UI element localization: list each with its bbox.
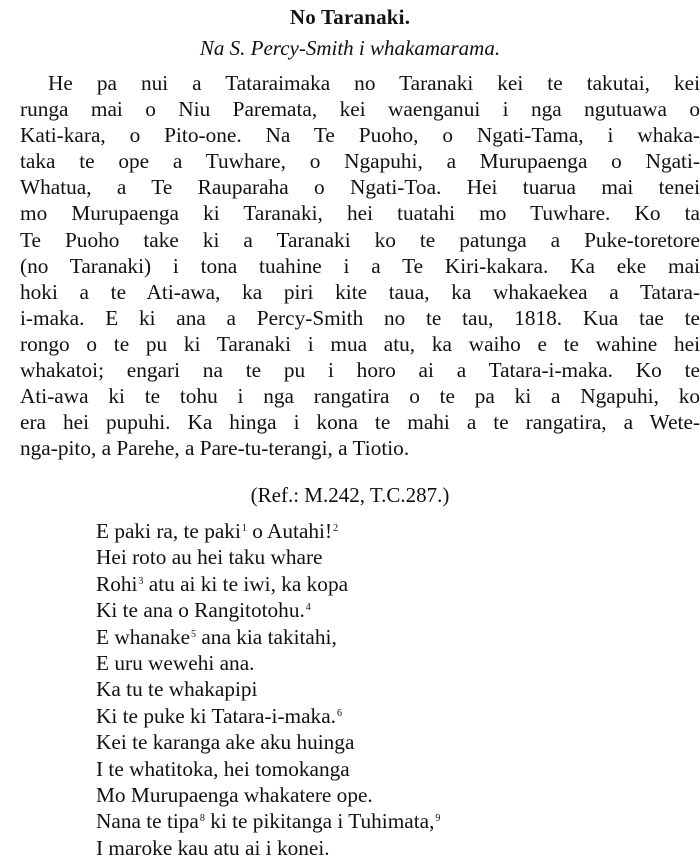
paragraph-line: Whatua, a Te Rauparaha o Ngati-Toa. Hei tuarua mai tenei [20, 175, 700, 200]
paragraph-line: rongo o te pu ki Taranaki i mua atu, ka waiho e te wahine hei [20, 331, 700, 356]
reference-line: (Ref.: M.242, T.C.287.) [250, 483, 450, 507]
paragraph-line: hoki a te Ati-awa, ka piri kite taua, ka whakaekea a Tatara- [20, 279, 700, 304]
poem-line-text: I te whatitoka, hei tomokanga [96, 756, 350, 781]
paragraph-line: taka te ope a Tuwhare, o Ngapuhi, a Murupaenga o Ngati- [20, 149, 700, 174]
paragraph-line: nga-pito, a Parehe, a Pare-tu-terangi, a Tiotio. [20, 436, 410, 461]
poem-line-text: ki te pikitanga i Tuhimata, [204, 809, 435, 834]
poem-line-text: E whanake [96, 624, 191, 649]
poem-line-text: Mo Murupaenga whakatere ope. [96, 783, 373, 808]
poem-line [96, 703, 686, 729]
poem-line-text: Ka tu te whakapipi [96, 677, 258, 702]
poem-line-text: Ki te ana o Rangitotohu. [96, 598, 305, 623]
footnote-marker: 6 [336, 707, 342, 719]
poem-line-text: Hei roto au hei taku whare [96, 545, 323, 570]
author-byline: Na S. Percy-Smith i whakamarama. [199, 36, 501, 60]
poem-line [96, 518, 686, 544]
poem-line-text: Rohi [96, 571, 138, 596]
page-title: No Taranaki. [289, 5, 411, 29]
poem-line-text: E paki ra, te paki [96, 519, 241, 543]
footnote-marker: 3 [138, 575, 144, 587]
footnote-marker: 1 [241, 523, 247, 534]
poem-line-text: I maroke kau atu ai i konei. [96, 835, 330, 860]
poem-line [96, 756, 686, 782]
paragraph-line: i-maka. E ki ana a Percy-Smith no te tau, 1818. Kua tae te [20, 305, 700, 330]
footnote-marker: 9 [435, 813, 441, 825]
poem-line-text: E uru wewehi ana. [96, 651, 255, 676]
footnote-marker: 4 [305, 602, 311, 614]
poem-block [96, 518, 686, 861]
paragraph-line: Kati-kara, o Pito-one. Na Te Puoho, o Ngati-Tama, i whaka- [20, 123, 700, 148]
poem-line [96, 808, 686, 834]
poem-line [96, 571, 686, 597]
paragraph-line: mo Murupaenga ki Taranaki, hei tuatahi mo Tuwhare. Ko ta [20, 201, 700, 226]
poem-line-text: Nana te tipa [96, 809, 199, 834]
poem-line-text: atu ai ki te iwi, ka kopa [143, 571, 349, 596]
poem-line-text: ana kia takitahi, [196, 624, 337, 649]
poem-line [96, 676, 686, 702]
footnote-marker: 5 [191, 628, 197, 640]
paragraph-line: He pa nui a Tataraimaka no Taranaki kei te takutai, kei [48, 71, 700, 95]
paragraph-line: (no Taranaki) i tona tuahine i a Te Kiri-kakara. Ka eke mai [20, 253, 700, 278]
paragraph-line: Ati-awa ki te tohu i nga rangatira o te pa ki a Ngapuhi, ko [20, 384, 700, 409]
paragraph-line: era hei pupuhi. Ka hinga i kona te mahi a te rangatira, a Wete- [20, 410, 700, 435]
footnote-marker: 8 [199, 813, 205, 825]
poem-line [96, 782, 686, 808]
poem-line [96, 650, 686, 676]
poem-line-text: o Autahi! [246, 519, 333, 543]
poem-line [96, 597, 686, 623]
poem-line [96, 835, 686, 861]
poem-line [96, 624, 686, 650]
footnote-marker: 2 [333, 523, 339, 534]
poem-line [96, 729, 686, 755]
paragraph-line: Te Puoho take ki a Taranaki ko te patunga a Puke-toretore [20, 227, 700, 252]
poem-line [96, 544, 686, 570]
paragraph-line: whakatoi; engari na te pu i horo ai a Tatara-i-maka. Ko te [20, 358, 700, 383]
poem-line-text: Kei te karanga ake aku huinga [96, 730, 355, 755]
body-paragraph [20, 70, 700, 461]
paragraph-line: runga mai o Niu Paremata, kei waenganui i nga ngutuawa o [20, 97, 700, 122]
poem-line-text: Ki te puke ki Tatara-i-maka. [96, 703, 336, 728]
